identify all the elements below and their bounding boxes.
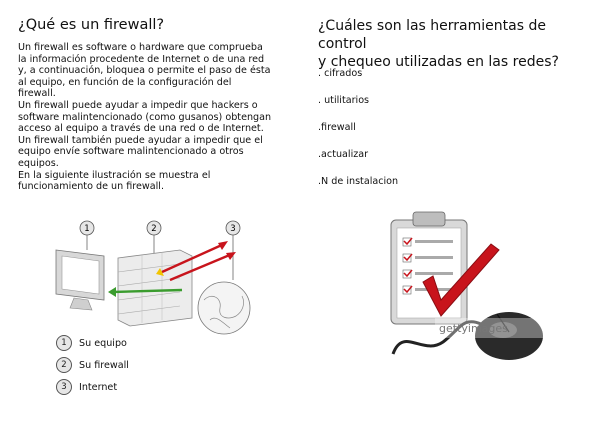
legend-number: 2 [56,357,72,373]
paragraph-line: En la siguiente ilustración se muestra el [18,169,211,181]
clipboard-icon [391,212,467,324]
diagram-callout-2 [147,221,161,235]
diagram-callout-1 [80,221,94,235]
diagram-callout-3 [226,221,240,235]
computer-icon [56,250,104,310]
paragraph-line: al equipo, en función de la configuración del [18,76,232,88]
diagram-legend [56,332,129,398]
paragraph-line: la información procedente de Internet o de una red [18,53,265,65]
paragraph-line: Un firewall es software o hardware que comprueba [18,42,263,53]
tool-item: . cifrados [318,68,363,79]
tool-item: .firewall [318,122,356,133]
firewall-diagram [52,220,282,340]
paragraph-line: equipos. [18,157,59,169]
legend-label: Su equipo [79,337,127,349]
tool-item: .actualizar [318,149,369,160]
legend-item [56,332,129,354]
tools-heading-line-1: ¿Cuáles son las herramientas de control [318,18,546,52]
legend-number: 1 [56,335,72,351]
paragraph-line: acceso al equipo a través de una red o de Internet. [18,123,264,135]
checklist-mouse-illustration [383,206,573,406]
paragraph-line: Un firewall puede ayudar a impedir que hackers o [18,99,258,111]
legend-label: Su firewall [79,359,129,371]
tool-item: . utilitarios [318,95,370,106]
paragraph-line: software malintencionado (como gusanos) obtengan [18,111,272,123]
firewall-wall-icon [118,250,192,326]
tools-heading [318,17,588,71]
firewall-description [18,42,300,193]
legend-label: Internet [79,381,118,393]
svg-text:3: 3 [230,224,236,234]
getty-watermark: gettyimages [439,322,508,335]
tools-heading-line-2: y chequeo utilizadas en las redes? [318,54,559,70]
svg-text:1: 1 [84,224,90,234]
paragraph-line: y, a continuación, bloquea o permite el paso de ésta [18,65,271,77]
paragraph-line: Un firewall también puede ayudar a impedir que el [18,134,263,146]
tool-item: .N de instalacion [318,176,399,187]
paragraph-line: equipo envíe software malintencionado a otros [18,146,244,158]
legend-item [56,354,129,376]
firewall-heading: ¿Qué es un firewall? [18,17,165,33]
svg-text:2: 2 [151,224,157,234]
legend-number: 3 [56,379,72,395]
paragraph-line: firewall. [18,88,56,100]
paragraph-line: funcionamiento de un firewall. [18,181,165,193]
internet-globe-icon [198,282,250,334]
legend-item [56,376,129,398]
